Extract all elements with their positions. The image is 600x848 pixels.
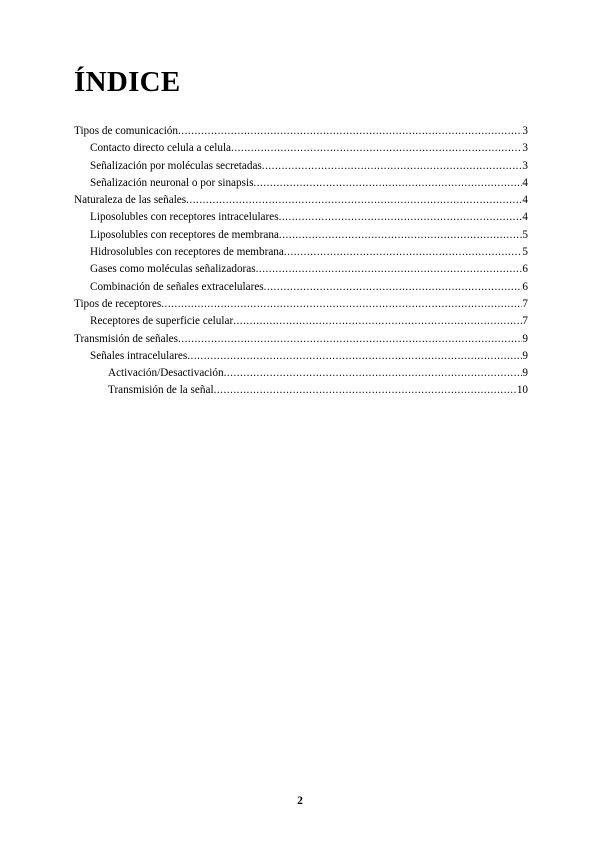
toc-entry-title: Gases como moléculas señalizadoras <box>90 263 256 276</box>
toc-leader-dots <box>253 175 522 192</box>
toc-entry-page: 4 <box>522 194 528 207</box>
toc-entry-title: Señales intracelulares <box>90 349 188 362</box>
toc-entry[interactable] <box>74 331 528 348</box>
toc-leader-dots <box>178 123 522 140</box>
table-of-contents <box>74 123 528 400</box>
toc-leader-dots <box>279 209 523 226</box>
toc-entry-title: Señalización neuronal o por sinapsis <box>90 176 254 189</box>
toc-leader-dots <box>224 365 523 382</box>
toc-leader-dots <box>214 382 517 399</box>
toc-entry[interactable] <box>74 348 528 365</box>
toc-entry[interactable] <box>74 123 528 140</box>
toc-entry[interactable] <box>74 140 528 157</box>
toc-leader-dots <box>262 158 523 175</box>
toc-entry-title: Naturaleza de las señales <box>74 194 187 207</box>
toc-entry-title: Hidrosolubles con receptores de membrana <box>90 246 284 259</box>
toc-entry[interactable] <box>74 296 528 313</box>
toc-entry-page: 6 <box>522 280 528 293</box>
toc-leader-dots <box>178 331 522 348</box>
toc-entry[interactable] <box>74 382 528 399</box>
toc-entry-title: Contacto directo celula a celula <box>90 142 232 155</box>
toc-leader-dots <box>233 313 522 330</box>
toc-entry[interactable] <box>74 313 528 330</box>
toc-leader-dots <box>264 279 523 296</box>
toc-entry[interactable] <box>74 279 528 296</box>
toc-entry-page: 10 <box>516 384 528 397</box>
toc-entry[interactable] <box>74 209 528 226</box>
toc-entry-title: Tipos de comunicación <box>74 125 178 137</box>
page-number: 2 <box>297 795 303 807</box>
toc-entry[interactable] <box>74 158 528 175</box>
toc-entry[interactable] <box>74 244 528 261</box>
toc-entry[interactable] <box>74 227 528 244</box>
toc-leader-dots <box>284 244 523 261</box>
toc-leader-dots <box>256 261 523 278</box>
toc-leader-dots <box>279 227 523 244</box>
toc-entry-title: Transmisión de señales <box>74 332 178 345</box>
toc-entry-page: 3 <box>522 125 528 137</box>
toc-entry[interactable] <box>74 192 528 209</box>
page-title: ÍNDICE <box>74 66 181 98</box>
toc-entry-page: 5 <box>522 246 528 259</box>
toc-entry-page: 6 <box>522 263 528 276</box>
toc-entry-page: 7 <box>522 315 528 328</box>
toc-entry-page: 9 <box>522 349 528 362</box>
toc-leader-dots <box>231 140 522 157</box>
toc-entry[interactable] <box>74 261 528 278</box>
toc-entry[interactable] <box>74 365 528 382</box>
toc-entry-title: Tipos de receptores <box>74 297 162 310</box>
toc-entry-page: 9 <box>522 367 528 380</box>
toc-entry-title: Transmisión de la señal <box>108 384 214 397</box>
toc-entry-title: Activación/Desactivación <box>108 367 224 380</box>
toc-entry-page: 3 <box>522 159 528 172</box>
toc-entry-page: 3 <box>522 142 528 155</box>
toc-entry-page: 4 <box>522 176 528 189</box>
toc-entry-title: Liposolubles con receptores intracelulares <box>90 211 279 224</box>
toc-entry[interactable] <box>74 175 528 192</box>
toc-entry-page: 7 <box>522 297 528 310</box>
toc-leader-dots <box>187 348 522 365</box>
toc-leader-dots <box>161 296 522 313</box>
toc-entry-title: Señalización por moléculas secretadas <box>90 159 262 172</box>
toc-entry-page: 9 <box>522 332 528 345</box>
toc-entry-page: 5 <box>522 228 528 241</box>
toc-leader-dots <box>186 192 522 209</box>
toc-entry-page: 4 <box>522 211 528 224</box>
toc-entry-title: Combinación de señales extracelulares <box>90 280 264 293</box>
toc-entry-title: Liposolubles con receptores de membrana <box>90 228 279 241</box>
toc-entry-title: Receptores de superficie celular <box>90 315 234 328</box>
